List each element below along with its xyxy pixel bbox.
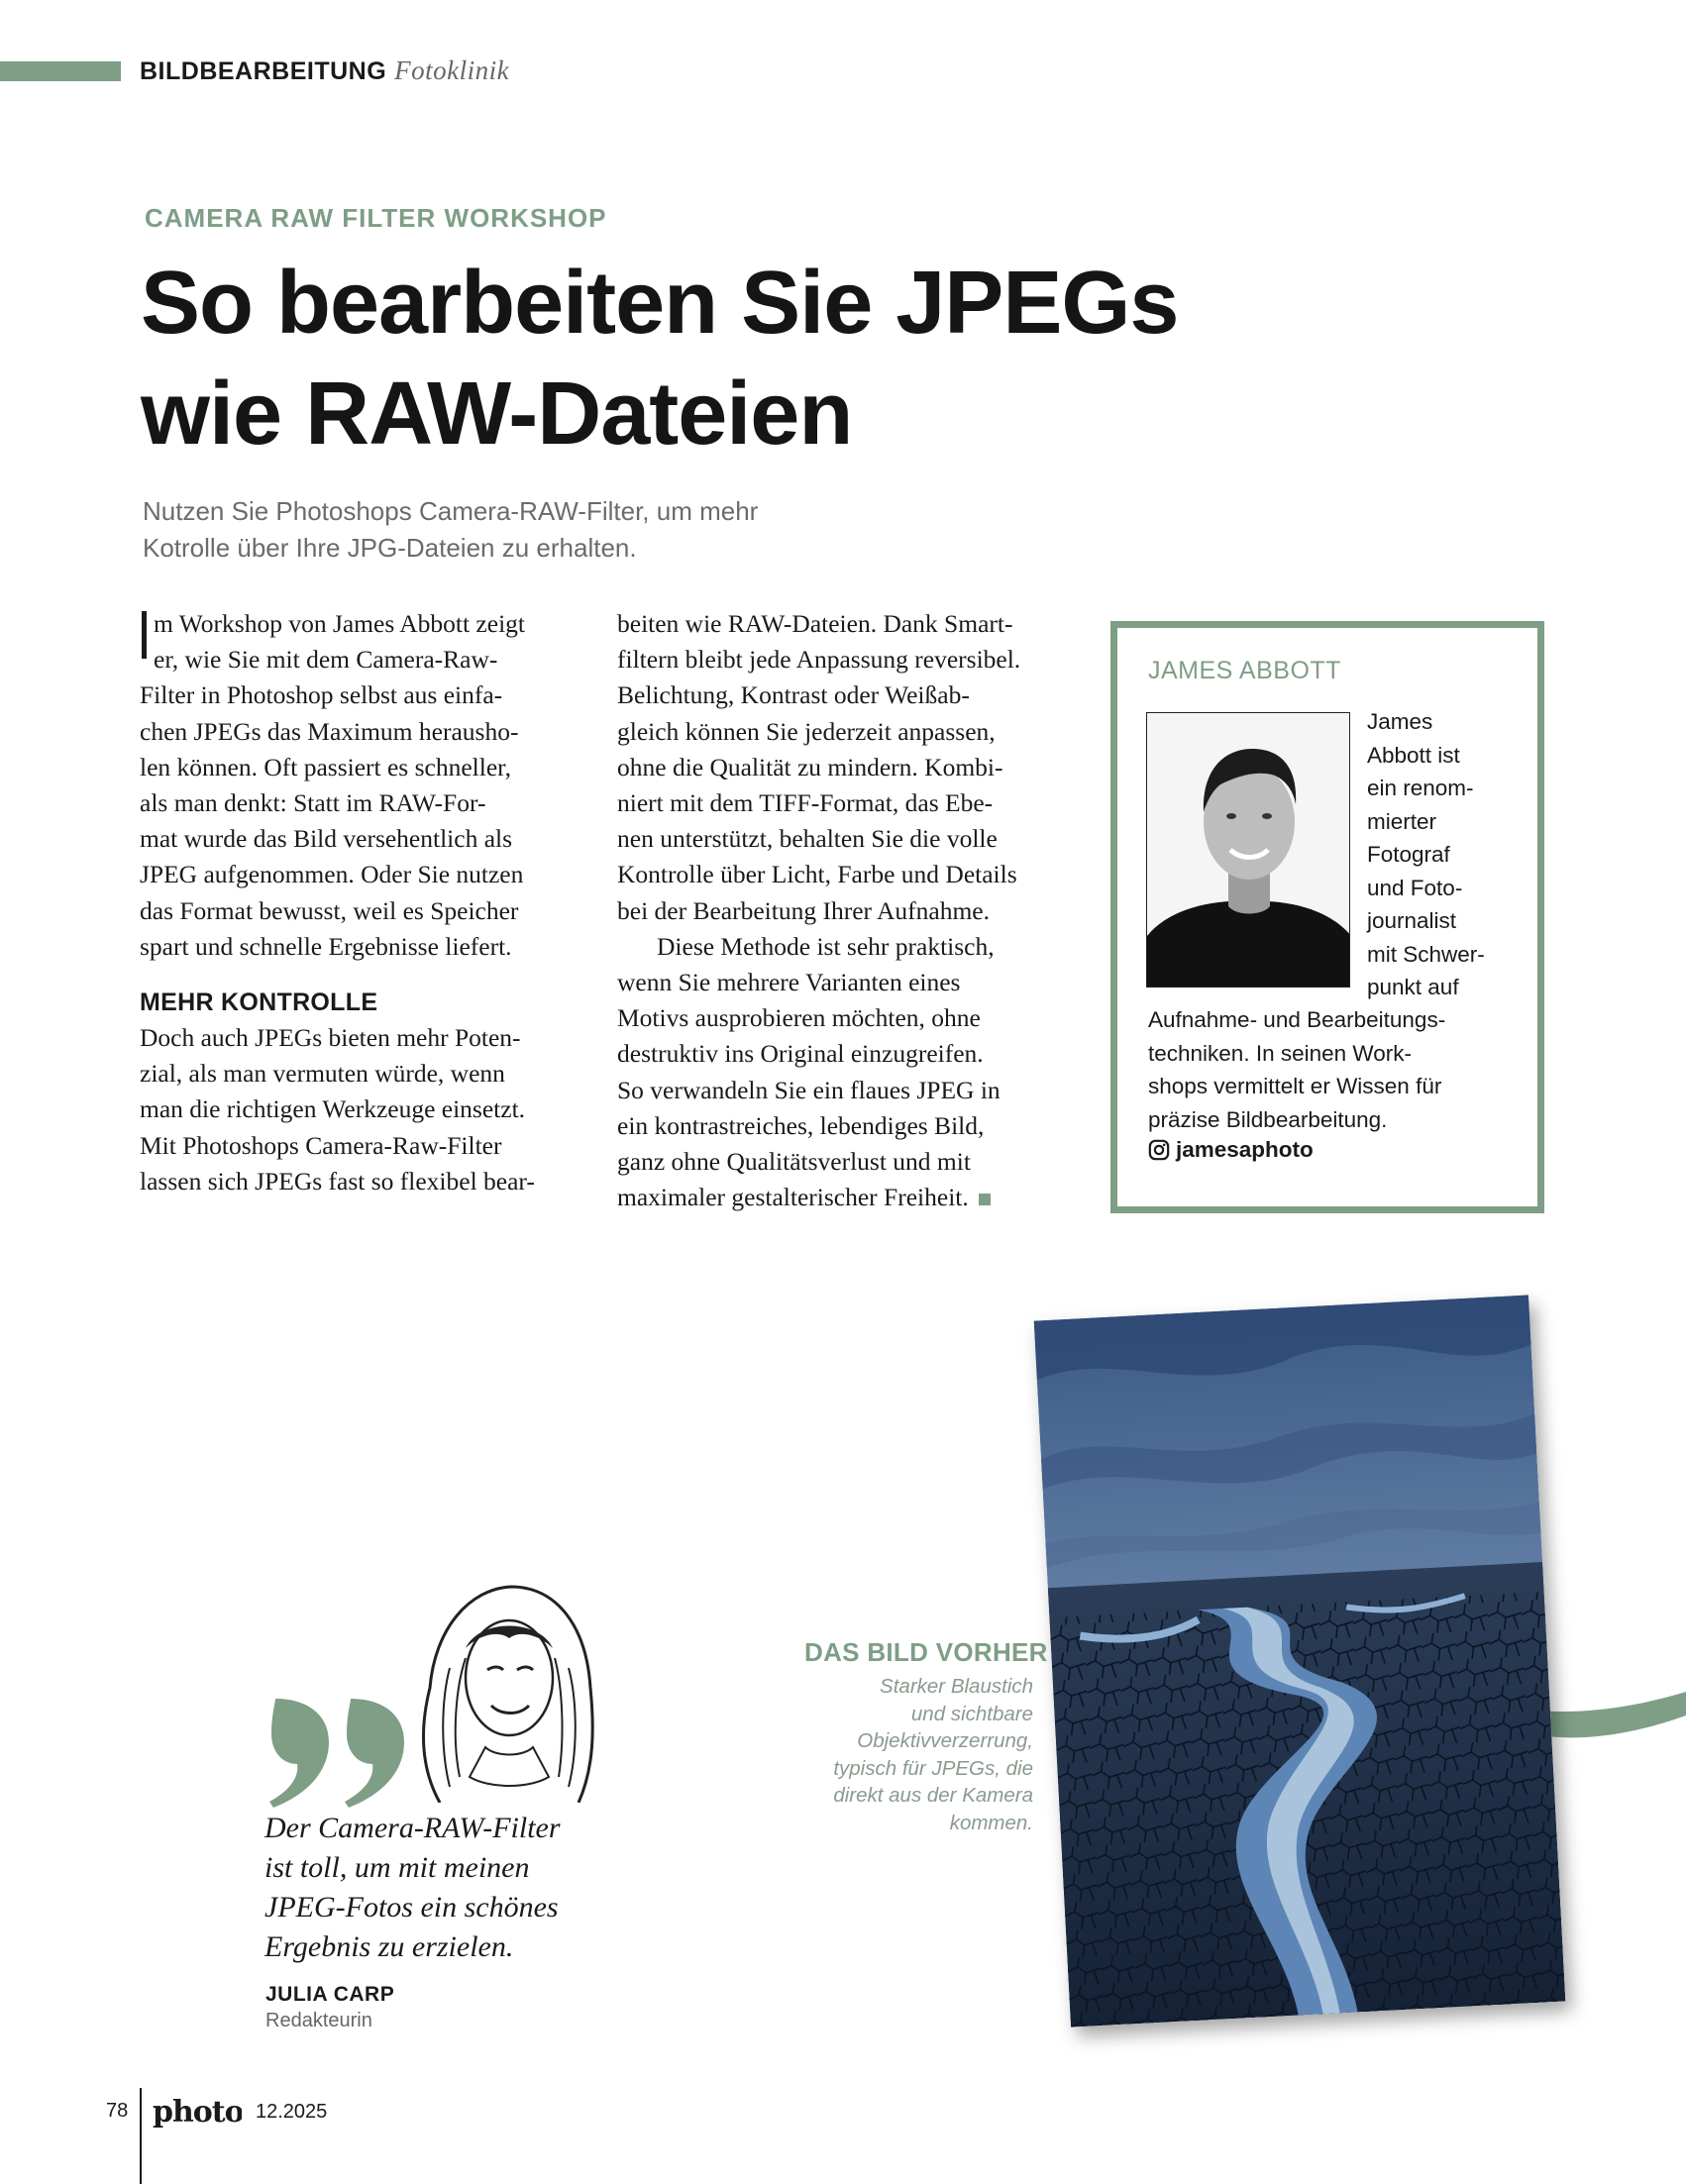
- quote-author-role: Redakteurin: [265, 2010, 372, 2031]
- section-header: [140, 55, 509, 86]
- author-portrait: [1146, 712, 1350, 988]
- bio-line: techniken. In seinen Work-: [1148, 1040, 1412, 1066]
- body-line: er, wie Sie mit dem Camera-Raw-: [154, 645, 498, 675]
- article-headline: [141, 248, 1178, 469]
- portrait-illustration: [1147, 713, 1350, 988]
- issue-date: 12.2025: [256, 2101, 328, 2123]
- body-line: ganz ohne Qualitätsverlust und mit: [617, 1147, 971, 1177]
- body-line: wenn Sie mehrere Varianten eines: [617, 968, 961, 997]
- body-line-text: maximaler gestalterischer Freiheit.: [617, 1183, 969, 1212]
- body-line: Motivs ausprobieren möchten, ohne: [617, 1003, 981, 1033]
- caption-line: Objektivverzerrung,: [857, 1729, 1033, 1752]
- body-line: Mit Photoshops Camera-Raw-Filter: [140, 1130, 502, 1160]
- before-photo-frame: [1034, 1295, 1566, 2027]
- photo-caption-title: DAS BILD VORHER: [804, 1637, 1048, 1667]
- bio-line: shops vermittelt er Wissen für: [1148, 1074, 1442, 1098]
- instagram-handle[interactable]: [1148, 1137, 1314, 1163]
- body-line: bei der Bearbeitung Ihrer Aufnahme.: [617, 895, 990, 925]
- body-line: spart und schnelle Ergebnisse liefert.: [140, 931, 512, 961]
- article-subhead: MEHR KONTROLLE: [140, 988, 378, 1017]
- quote-line: JPEG-Fotos ein schönes: [264, 1891, 559, 1924]
- bio-line: mit Schwer-: [1367, 941, 1485, 967]
- body-column-1: [140, 606, 585, 1199]
- body-line: beiten wie RAW-Dateien. Dank Smart-: [617, 609, 1013, 638]
- body-line: ohne die Qualität zu mindern. Kombi-: [617, 752, 1003, 781]
- bio-line: Abbott ist: [1367, 742, 1460, 768]
- caption-line: und sichtbare: [910, 1702, 1033, 1725]
- body-line: ein kontrastreiches, lebendiges Bild,: [617, 1110, 985, 1140]
- bio-line: ein renom-: [1367, 776, 1474, 800]
- body-line: lassen sich JPEGs fast so flexibel bear-: [140, 1166, 535, 1196]
- article-kicker: CAMERA RAW FILTER WORKSHOP: [145, 203, 607, 233]
- headline-line: wie RAW-Dateien: [141, 364, 853, 464]
- end-mark-icon: [979, 1194, 991, 1205]
- standfirst-line: Kotrolle über Ihre JPG-Dateien zu erhalten.: [143, 533, 637, 563]
- body-column-2: [617, 606, 1073, 1215]
- editor-sketch-portrait: [400, 1579, 618, 1803]
- bio-text-bottom: [1148, 1003, 1445, 1136]
- bio-text-side: [1367, 705, 1485, 1004]
- footer-rule: [140, 2088, 142, 2184]
- body-line: Diese Methode ist sehr praktisch,: [657, 931, 995, 961]
- body-line: destruktiv ins Original einzugreifen.: [617, 1039, 984, 1069]
- magazine-logo: [151, 2094, 242, 2130]
- bio-line: punkt auf: [1367, 975, 1459, 999]
- bio-line: James: [1367, 709, 1433, 734]
- body-line: m Workshop von James Abbott zeigt: [154, 609, 525, 638]
- quote-author-name: JULIA CARP: [265, 1983, 395, 2006]
- quote-line: Der Camera-RAW-Filter: [264, 1812, 561, 1844]
- bio-line: journalist: [1367, 908, 1457, 933]
- body-line: Kontrolle über Licht, Farbe und Details: [617, 860, 1017, 889]
- body-line: So verwandeln Sie ein flaues JPEG in: [617, 1075, 1001, 1104]
- caption-line: direkt aus der Kamera: [833, 1784, 1033, 1807]
- page-number: 78: [106, 2100, 129, 2122]
- body-line: mat wurde das Bild versehentlich als: [140, 824, 513, 854]
- body-line: Filter in Photoshop selbst aus einfa-: [140, 680, 503, 710]
- article-standfirst: [143, 493, 856, 567]
- body-line: chen JPEGs das Maximum herausho-: [140, 716, 519, 746]
- body-line: man die richtigen Werkzeuge einsetzt.: [140, 1094, 526, 1124]
- body-line: gleich können Sie jederzeit anpassen,: [617, 716, 996, 746]
- logo-text: photo: [153, 2095, 242, 2130]
- caption-line: typisch für JPEGs, die: [833, 1756, 1033, 1780]
- header-accent-bar: [0, 61, 121, 81]
- body-line: Doch auch JPEGs bieten mehr Poten-: [140, 1023, 521, 1053]
- body-line: niert mit dem TIFF-Format, das Ebe-: [617, 788, 994, 818]
- body-line: JPEG aufgenommen. Oder Sie nutzen: [140, 860, 524, 889]
- landscape-photo: [1034, 1295, 1566, 2027]
- caption-line: kommen.: [949, 1811, 1033, 1834]
- bio-line: und Foto-: [1367, 875, 1463, 900]
- body-line-last: [617, 1180, 1073, 1215]
- subsection-label: Fotoklinik: [394, 55, 510, 85]
- section-label: BILDBEARBEITUNG: [140, 57, 387, 85]
- quote-marks-icon: [267, 1699, 416, 1808]
- instagram-handle-text: jamesaphoto: [1176, 1137, 1314, 1162]
- photo-caption-text: [753, 1673, 1033, 1836]
- bio-line: Fotograf: [1367, 842, 1450, 867]
- pull-quote: [264, 1809, 561, 1967]
- body-line: filtern bleibt jede Anpassung reversibel.: [617, 645, 1021, 675]
- instagram-icon: [1148, 1139, 1170, 1161]
- standfirst-line: Nutzen Sie Photoshops Camera-RAW-Filter, um mehr: [143, 496, 759, 526]
- body-line: nen unterstützt, behalten Sie die volle: [617, 824, 998, 854]
- body-line: Belichtung, Kontrast oder Weißab-: [617, 680, 970, 710]
- body-line: zial, als man vermuten würde, wenn: [140, 1059, 505, 1089]
- body-line: len können. Oft passiert es schneller,: [140, 752, 511, 781]
- body-line: das Format bewusst, weil es Speicher: [140, 895, 519, 925]
- photo-logo-icon: [151, 2094, 242, 2130]
- bio-line: präzise Bildbearbeitung.: [1148, 1106, 1388, 1132]
- body-line: als man denkt: Statt im RAW-For-: [140, 788, 486, 818]
- headline-line: So bearbeiten Sie JPEGs: [141, 254, 1179, 353]
- bio-line: mierter: [1367, 808, 1437, 834]
- bio-name: JAMES ABBOTT: [1148, 657, 1341, 684]
- bio-line: Aufnahme- und Bearbeitungs-: [1148, 1007, 1446, 1032]
- caption-line: Starker Blaustich: [880, 1675, 1033, 1698]
- quote-line: Ergebnis zu erzielen.: [264, 1930, 514, 1963]
- quote-line: ist toll, um mit meinen: [264, 1851, 530, 1884]
- before-photo: [1052, 1307, 1547, 2015]
